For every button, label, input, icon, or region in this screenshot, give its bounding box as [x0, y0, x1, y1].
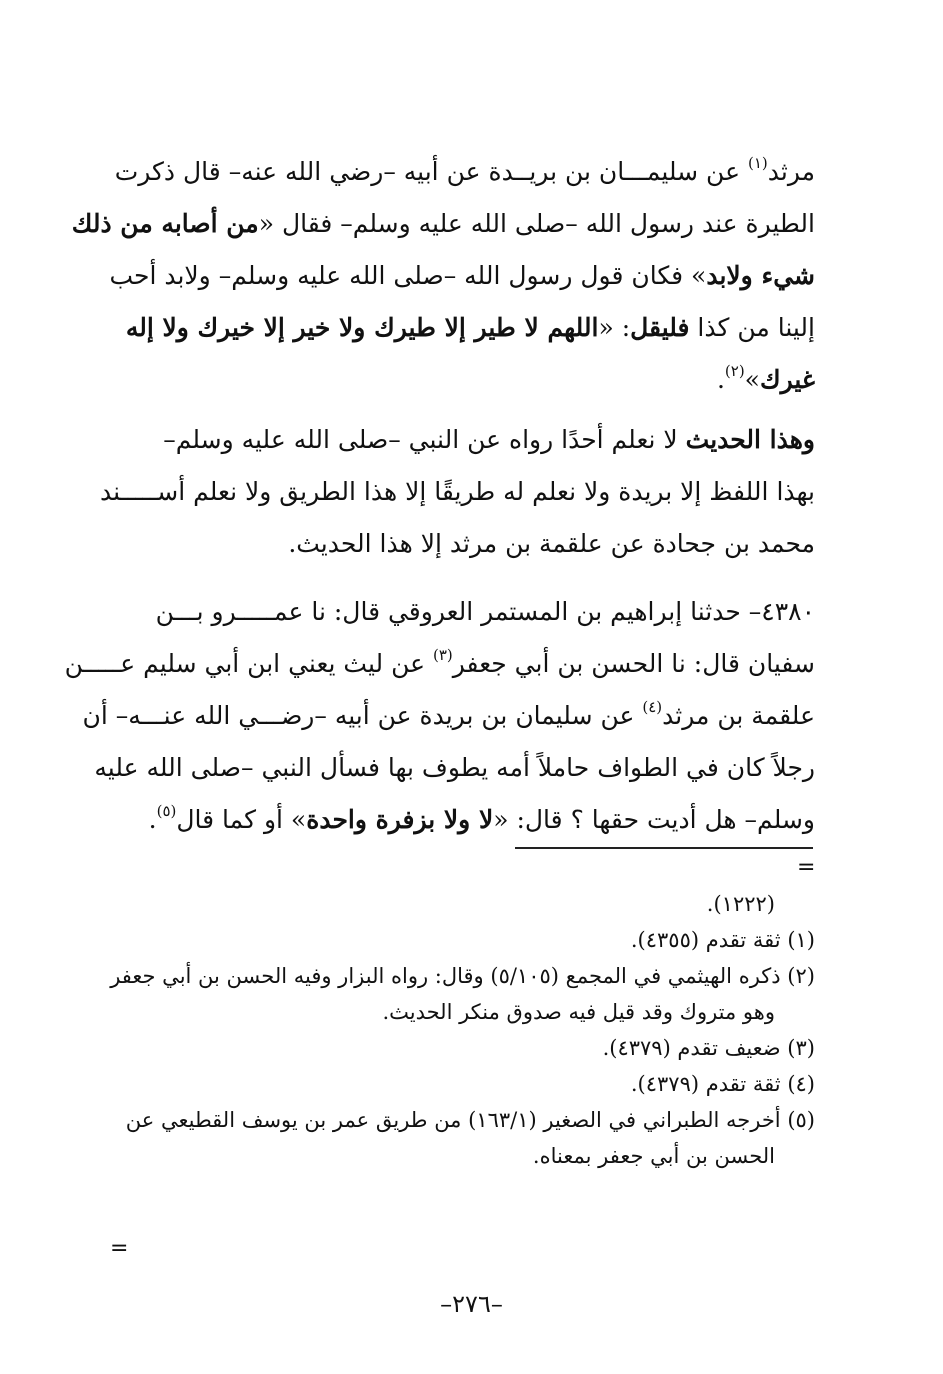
footnote-3: (٣) ضعيف تقدم (٤٣٧٩). — [602, 1036, 815, 1060]
text-line: مرثد$^{(١)}$ عن سليمـــان بن بريــدة عن أبيه –رضي الله عنه– قال ذكرت — [114, 153, 815, 186]
text-line: الطيرة عند رسول الله –صلى الله عليه وسلم– فقال «من أصابه من ذلك — [71, 209, 815, 238]
text-line: شيء ولابد» فكان قول رسول الله –صلى الله عليه وسلم– ولابد أحب — [109, 261, 815, 290]
footnote-separator-rule — [515, 847, 813, 849]
footnote-5-cont: الحسن بن أبي جعفر بمعناه. — [532, 1144, 775, 1168]
text-line: إلينا من كذا فليقل: «اللهم لا طير إلا طيرك ولا خير إلا خيرك ولا إله — [125, 313, 815, 342]
text-line: بهذا اللفظ إلا بريدة ولا نعلم له طريقًا إلا هذا الطريق ولا نعلم أســـــند — [100, 477, 815, 506]
page-number: –٢٧٦– — [440, 1290, 503, 1318]
text-line: ٤٣٨٠– حدثنا إبراهيم بن المستمر العروقي قال: نا عمـــــرو بـــن — [155, 597, 815, 626]
bottom-mark: = — [110, 1236, 129, 1261]
footnote-ref: (٢) — [724, 361, 745, 380]
footnote-2-cont: وهو متروك وقد قيل فيه صدوق منكر الحديث. — [382, 1000, 775, 1024]
text-line: علقمة بن مرثد$^{(٤)}$ عن سليمان بن بريدة عن أبيه –رضـــي الله عنـــه– أن — [82, 697, 815, 730]
paragraph-2 — [100, 414, 815, 570]
footnote-ref: (٥) — [156, 801, 177, 820]
separator-mark: = — [797, 855, 816, 880]
footnote-1: (١) ثقة تقدم (٤٣٥٥). — [630, 928, 815, 952]
footnote-ref: (٣) — [432, 645, 453, 664]
text-line: وهذا الحديث لا نعلم أحدًا رواه عن النبي –صلى الله عليه وسلم– — [163, 425, 815, 454]
footnote-4: (٤) ثقة تقدم (٤٣٧٩). — [630, 1072, 815, 1096]
text-line: غيرك»$^{(٢)}$. — [716, 361, 815, 394]
text-line: رجلاً كان في الطواف حاملاً أمه يطوف بها فسأل النبي –صلى الله عليه — [94, 753, 815, 782]
text-line: محمد بن جحادة عن علقمة بن مرثد إلا هذا الحديث. — [288, 529, 815, 558]
paragraph-3 — [64, 586, 815, 846]
footnote-ref: (١) — [747, 153, 768, 172]
footnote-2: (٢) ذكره الهيثمي في المجمع (٥/١٠٥) وقال: رواه البزار وفيه الحسن بن أبي جعفر — [110, 964, 815, 988]
paragraph-1 — [71, 146, 815, 406]
footnote-5: (٥) أخرجه الطبراني في الصغير (١٦٣/١) من طريق عمر بن يوسف القطيعي عن — [125, 1108, 815, 1132]
text-line: سفيان قال: نا الحسن بن أبي جعفر$^{(٣)}$ عن ليث يعني ابن أبي سليم عـــــن — [64, 645, 815, 678]
footnote-ref: (٤) — [642, 697, 663, 716]
footnote-continuation: (١٢٢٢). — [706, 892, 775, 916]
text-line: وسلم– هل أديت حقها ؟ قال: «لا ولا بزفرة واحدة» أو كما قال$^{(٥)}$. — [148, 801, 815, 834]
footnotes — [95, 886, 815, 1174]
